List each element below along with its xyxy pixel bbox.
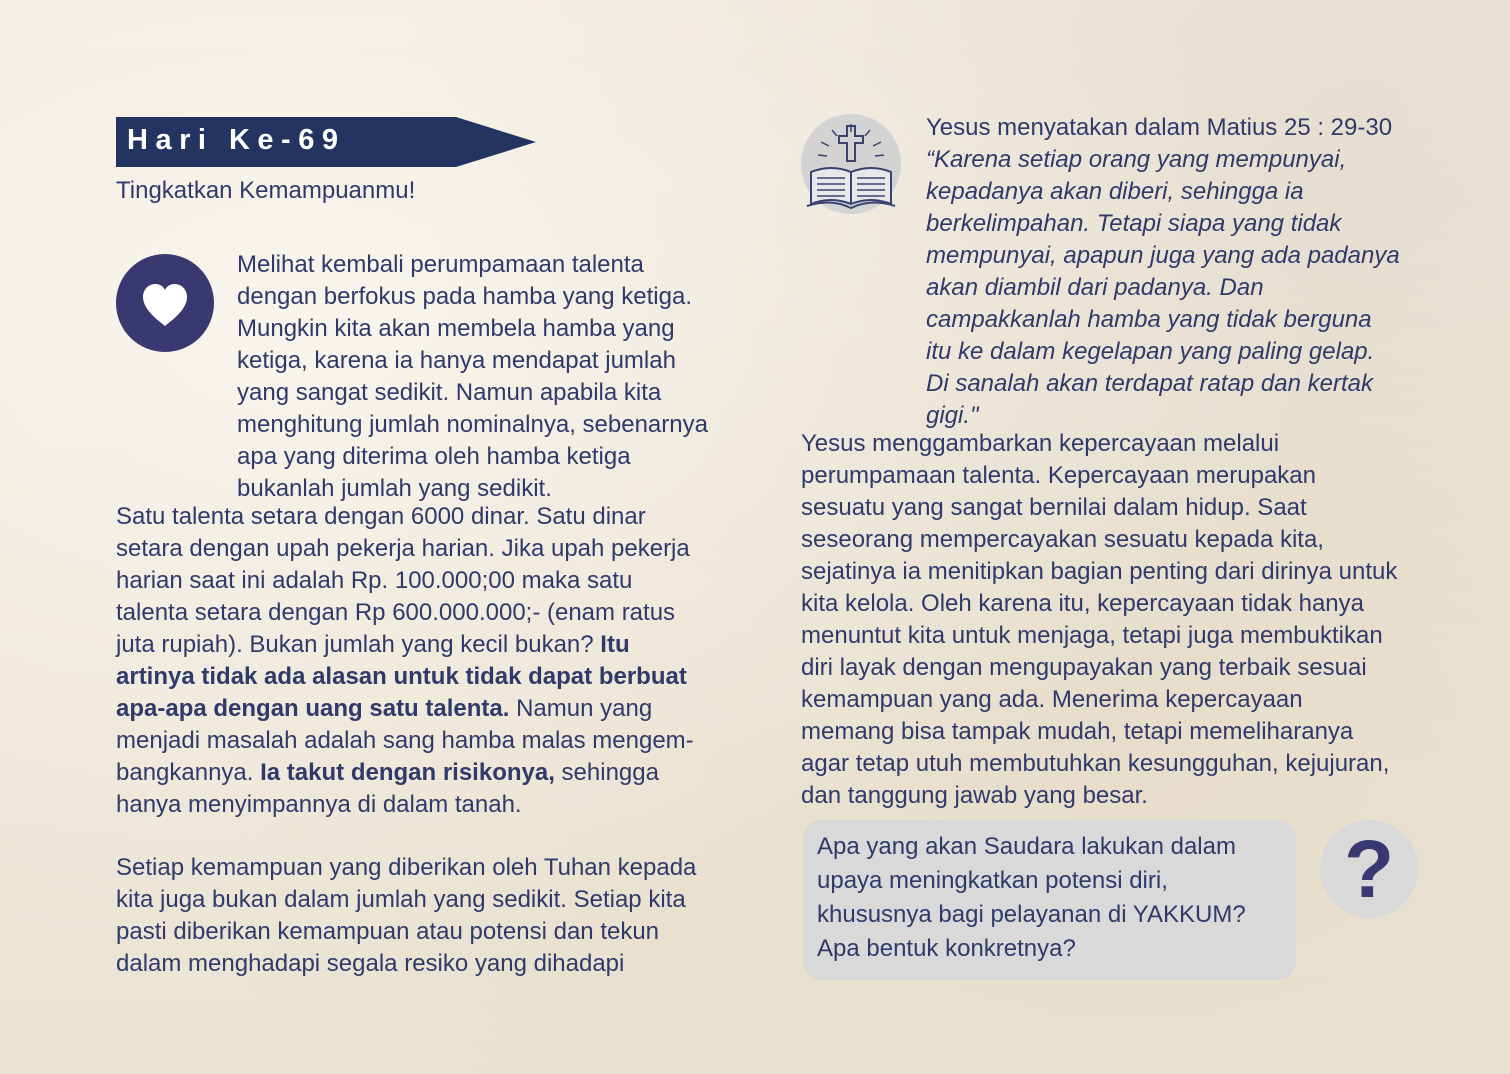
text-line: perumpamaan talenta. Kepercayaan merupakan [801, 462, 1316, 489]
day-banner [116, 117, 536, 167]
verse-line: itu ke dalam kegelapan yang paling gelap. [926, 338, 1375, 365]
text-segment: Namun yang [509, 695, 653, 722]
text-segment: bangkannya. [116, 759, 261, 786]
text-line: seseorang mempercayakan sesuatu kepada kita, [801, 526, 1324, 553]
text-line [116, 693, 694, 725]
text-line: kemampuan yang ada. Menerima kepercayaan [801, 686, 1303, 713]
question-line: upaya meningkatkan potensi diri, [817, 867, 1168, 894]
text-line [116, 757, 694, 789]
text-line: Yesus menggambarkan kepercayaan melalui [801, 430, 1280, 457]
text-line: apa yang diterima oleh hamba ketiga [237, 443, 631, 470]
text-line: sesuatu yang sangat bernilai dalam hidup. Saat [801, 494, 1307, 521]
text-line: ketiga, karena ia hanya mendapat jumlah [237, 347, 676, 374]
bold-line: artinya tidak ada alasan untuk tidak dapat berbuat [116, 663, 687, 690]
verse-line: campakkanlah hamba yang tidak berguna [926, 306, 1372, 333]
text-line: Mungkin kita akan membela hamba yang [237, 315, 675, 342]
bold-segment: Ia takut dengan risikonya, [260, 759, 555, 786]
trust-paragraph [801, 428, 1397, 812]
day-label: Hari Ke-69 [127, 124, 346, 156]
question-line: khususnya bagi pelayanan di YAKKUM? [817, 901, 1246, 928]
intro-paragraph [237, 249, 708, 505]
bold-segment: apa-apa dengan uang satu talenta. [116, 695, 510, 722]
verse-line: “Karena setiap orang yang mempunyai, [926, 146, 1347, 173]
text-line: Melihat kembali perumpamaan talenta [237, 251, 644, 278]
text-line: Setiap kemampuan yang diberikan oleh Tuhan kepada [116, 854, 697, 881]
question-mark-icon [1320, 820, 1418, 918]
verse-reference: Yesus menyatakan dalam Matius 25 : 29-30 [926, 114, 1393, 141]
text-line: menjadi masalah adalah sang hamba malas mengem- [116, 727, 694, 754]
text-line: diri layak dengan mengupayakan yang terbaik sesuai [801, 654, 1367, 681]
text-line: sejatinya ia menitipkan bagian penting dari dirinya untuk [801, 558, 1398, 585]
text-line: yang sangat sedikit. Namun apabila kita [237, 379, 662, 406]
text-line: menuntut kita untuk menjaga, tetapi juga membuktikan [801, 622, 1383, 649]
text-line: dengan berfokus pada hamba yang ketiga. [237, 283, 693, 310]
talent-paragraph [116, 501, 694, 821]
ability-paragraph [116, 852, 696, 980]
text-line [116, 629, 694, 661]
text-line: hanya menyimpannya di dalam tanah. [116, 791, 522, 818]
text-line: kita juga bukan dalam jumlah yang sedikit. Setiap kita [116, 886, 686, 913]
heart-icon [116, 254, 214, 352]
text-line: dan tanggung jawab yang besar. [801, 782, 1148, 809]
text-line: harian saat ini adalah Rp. 100.000;00 maka satu [116, 567, 633, 594]
page-subtitle: Tingkatkan Kemampuanmu! [116, 177, 416, 204]
text-line: bukanlah jumlah yang sedikit. [237, 475, 552, 502]
verse-line: gigi." [926, 402, 979, 429]
text-line: pasti diberikan kemampuan atau potensi dan tekun [116, 918, 660, 945]
verse-line: Di sanalah akan terdapat ratap dan kertak [926, 370, 1373, 397]
text-line: Satu talenta setara dengan 6000 dinar. Satu dinar [116, 503, 646, 530]
verse-line: akan diambil dari padanya. Dan [926, 274, 1264, 301]
text-segment: sehingga [554, 759, 659, 786]
verse-line: kepadanya akan diberi, sehingga ia [926, 178, 1304, 205]
bold-segment: Itu [600, 631, 630, 658]
question-line: Apa bentuk konkretnya? [817, 935, 1076, 962]
verse-quote [926, 112, 1400, 432]
bible-cross-icon [801, 114, 901, 214]
question-mark-glyph: ? [1343, 824, 1395, 915]
text-line: dalam menghadapi segala resiko yang dihadapi [116, 950, 625, 977]
question-line: Apa yang akan Saudara lakukan dalam [817, 833, 1236, 860]
text-line: menghitung jumlah nominalnya, sebenarnya [237, 411, 708, 438]
text-line: talenta setara dengan Rp 600.000.000;- (enam ratus [116, 599, 676, 626]
text-segment: juta rupiah). Bukan jumlah yang kecil bukan? [116, 631, 601, 658]
text-line: kita kelola. Oleh karena itu, kepercayaan tidak hanya [801, 590, 1365, 617]
verse-line: berkelimpahan. Tetapi siapa yang tidak [926, 210, 1342, 237]
text-line: setara dengan upah pekerja harian. Jika upah pekerja [116, 535, 690, 562]
reflection-question [817, 830, 1246, 966]
text-line: agar tetap utuh membutuhkan kesungguhan, kejujuran, [801, 750, 1390, 777]
text-line: memang bisa tampak mudah, tetapi memeliharanya [801, 718, 1354, 745]
verse-line: mempunyai, apapun juga yang ada padanya [926, 242, 1400, 269]
